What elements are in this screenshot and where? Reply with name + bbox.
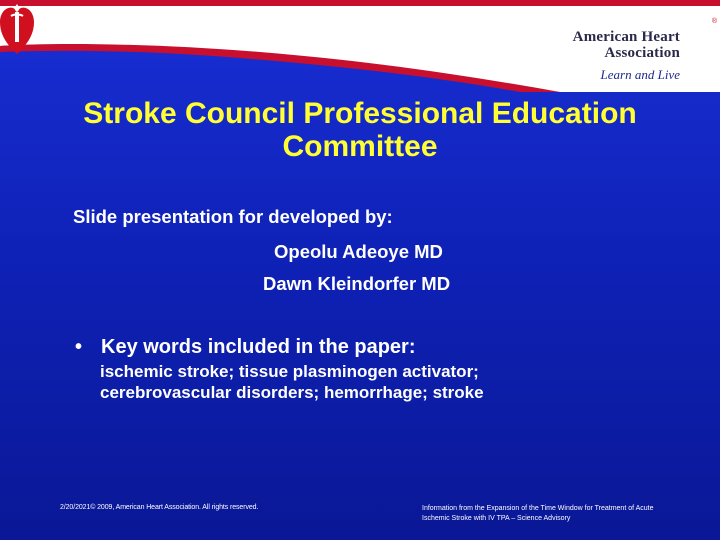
subtitle: Slide presentation for developed by:: [73, 206, 393, 227]
footer-copyright: 2/20/2021© 2009, American Heart Association. All rights reserved.: [60, 504, 259, 511]
footer-source: [422, 504, 712, 524]
footer-source-line-2: Ischemic Stroke with IV TPA – Science Advisory: [422, 515, 571, 522]
registered-mark: ®: [711, 18, 717, 25]
bullet-marker: •: [75, 336, 83, 358]
author-2: Dawn Kleindorfer MD: [263, 273, 451, 294]
tagline: Learn and Live: [600, 66, 680, 82]
org-name-line2: Association: [604, 44, 680, 61]
bullet-heading: Key words included in the paper:: [101, 336, 416, 358]
heart-torch-icon: [0, 0, 34, 58]
slide-title: Stroke Council Professional Education Committee: [83, 97, 637, 163]
aha-logo-text: [573, 30, 680, 81]
keywords-line-2: cerebrovascular disorders; hemorrhage; stroke: [100, 383, 484, 402]
footer-source-line-1: Information from the Expansion of the Time Window for Treatment of Acute: [422, 505, 654, 512]
keywords-text: [100, 361, 484, 403]
header-band: [0, 0, 720, 92]
keywords-line-1: ischemic stroke; tissue plasminogen activator;: [100, 362, 479, 381]
author-1: Opeolu Adeoye MD: [274, 241, 443, 262]
bullet-item: [75, 336, 416, 359]
org-name-line1: American Heart: [572, 29, 680, 45]
